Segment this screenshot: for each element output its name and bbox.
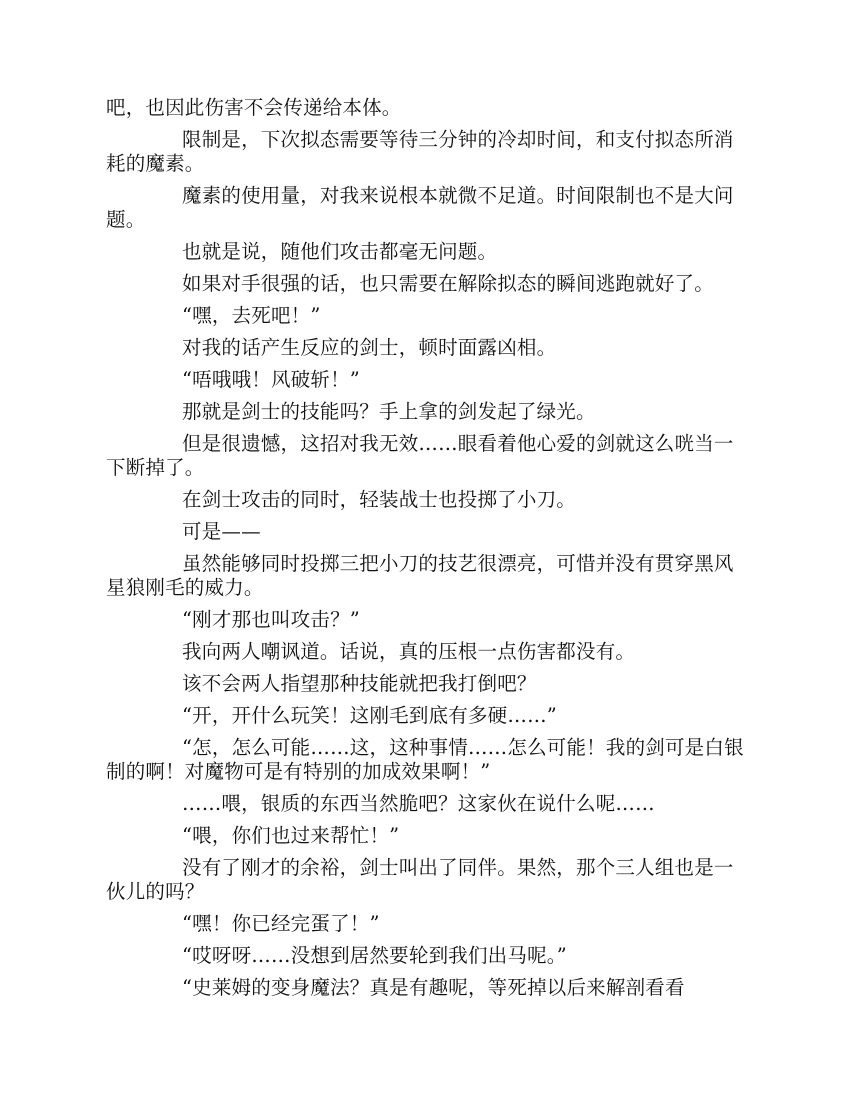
paragraph-16: 该不会两人指望那种技能就把我打倒吧？ bbox=[182, 672, 537, 695]
paragraph-9: 那就是剑士的技能吗？手上拿的剑发起了绿光。 bbox=[182, 400, 596, 423]
paragraph-20: “喂，你们也过来帮忙！” bbox=[182, 824, 400, 847]
paragraph-19: ……喂，银质的东西当然脆吧？这家伙在说什么呢…… bbox=[182, 792, 655, 815]
paragraph-1: 吧，也因此伤害不会传递给本体。 bbox=[106, 96, 402, 119]
paragraph-17: “开，开什么玩笑！这刚毛到底有多硬……” bbox=[182, 704, 557, 727]
paragraph-21: 没有了刚才的余裕，剑士叫出了同伴。果然，那个三人组也是一伙儿的吗？ bbox=[106, 856, 734, 903]
paragraph-8: “唔哦哦！风破斩！” bbox=[182, 368, 360, 391]
paragraph-12: 可是—— bbox=[182, 520, 261, 543]
paragraph-13: 虽然能够同时投掷三把小刀的技艺很漂亮，可惜并没有贯穿黑风星狼刚毛的威力。 bbox=[106, 552, 734, 599]
paragraph-15: 我向两人嘲讽道。话说，真的压根一点伤害都没有。 bbox=[182, 640, 636, 663]
paragraph-11: 在剑士攻击的同时，轻装战士也投掷了小刀。 bbox=[182, 488, 577, 511]
document-page bbox=[106, 96, 746, 1008]
paragraph-4: 也就是说，随他们攻击都毫无问题。 bbox=[182, 240, 498, 263]
paragraph-6: “嘿，去死吧！” bbox=[182, 304, 321, 327]
paragraph-2: 限制是，下次拟态需要等待三分钟的冷却时间，和支付拟态所消耗的魔素。 bbox=[106, 128, 734, 175]
paragraph-18: “怎，怎么可能……这，这种事情……怎么可能！我的剑可是白银制的啊！对魔物可是有特别的加成效果啊！” bbox=[106, 736, 744, 783]
paragraph-23: “哎呀呀……没想到居然要轮到我们出马呢。” bbox=[182, 944, 567, 967]
paragraph-24: “史莱姆的变身魔法？真是有趣呢，等死掉以后来解剖看看 bbox=[182, 976, 685, 999]
paragraph-10: 但是很遗憾，这招对我无效……眼看着他心爱的剑就这么咣当一下断掉了。 bbox=[106, 432, 734, 479]
paragraph-7: 对我的话产生反应的剑士，顿时面露凶相。 bbox=[182, 336, 557, 359]
paragraph-3: 魔素的使用量，对我来说根本就微不足道。时间限制也不是大问题。 bbox=[106, 184, 734, 231]
paragraph-22: “嘿！你已经完蛋了！” bbox=[182, 912, 380, 935]
paragraph-5: 如果对手很强的话，也只需要在解除拟态的瞬间逃跑就好了。 bbox=[182, 272, 714, 295]
paragraph-14: “刚才那也叫攻击？” bbox=[182, 608, 360, 631]
